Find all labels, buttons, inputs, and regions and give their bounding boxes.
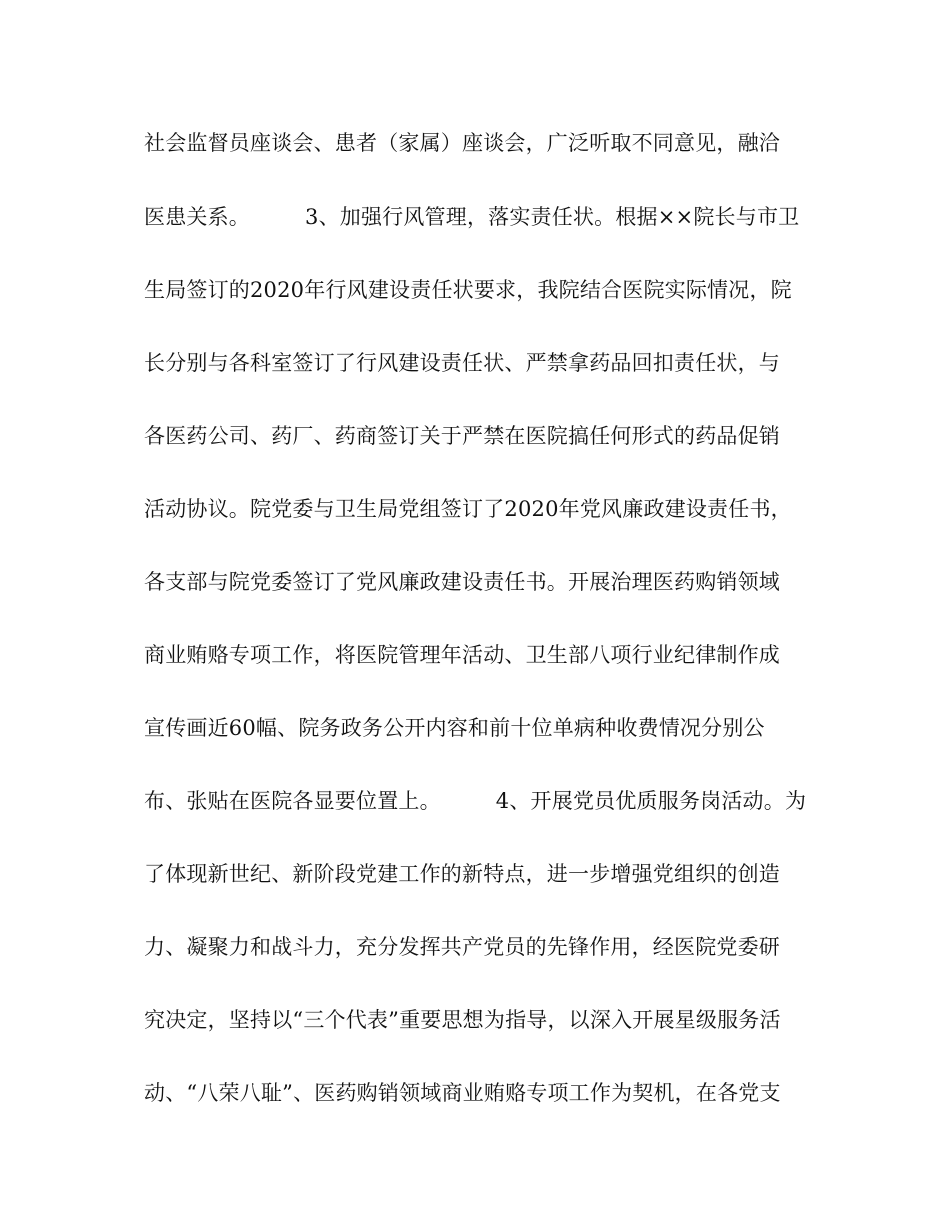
- text-line: 各医药公司、药厂、药商签订关于严禁在医院搞任何形式的药品促销: [144, 424, 780, 448]
- text-line: 商业贿赂专项工作，将医院管理年活动、卫生部八项行业纪律制作成: [144, 643, 780, 667]
- text-line: 动、“八荣八耻”、医药购销领域商业贿赂专项工作为契机，在各党支: [144, 1081, 781, 1105]
- text-line: 生局签订的2020年行风建设责任状要求，我院结合医院实际情况，院: [144, 278, 792, 302]
- text-line: 究决定，坚持以“三个代表”重要思想为指导，以深入开展星级服务活: [144, 1008, 781, 1032]
- text-line: 长分别与各科室签订了行风建设责任状、严禁拿药品回扣责任状，与: [144, 351, 780, 375]
- text-line: 了体现新世纪、新阶段党建工作的新特点，进一步增强党组织的创造: [144, 862, 780, 886]
- text-line: 各支部与院党委签订了党风廉政建设责任书。开展治理医药购销领域: [144, 570, 780, 594]
- text-line: 力、凝聚力和战斗力，充分发挥共产党员的先锋作用，经医院党委研: [144, 935, 780, 959]
- text-line: 医患关系。 3、加强行风管理，落实责任状。根据××院长与市卫: [144, 205, 800, 229]
- text-line: 活动协议。院党委与卫生局党组签订了2020年党风廉政建设责任书，: [144, 497, 792, 521]
- text-line: 宣传画近60幅、院务政务公开内容和前十位单病种收费情况分别公: [144, 716, 765, 740]
- text-line: 布、张贴在医院各显要位置上。 4、开展党员优质服务岗活动。为: [144, 789, 807, 813]
- text-line: 社会监督员座谈会、患者（家属）座谈会，广泛听取不同意见，融洽: [144, 131, 780, 155]
